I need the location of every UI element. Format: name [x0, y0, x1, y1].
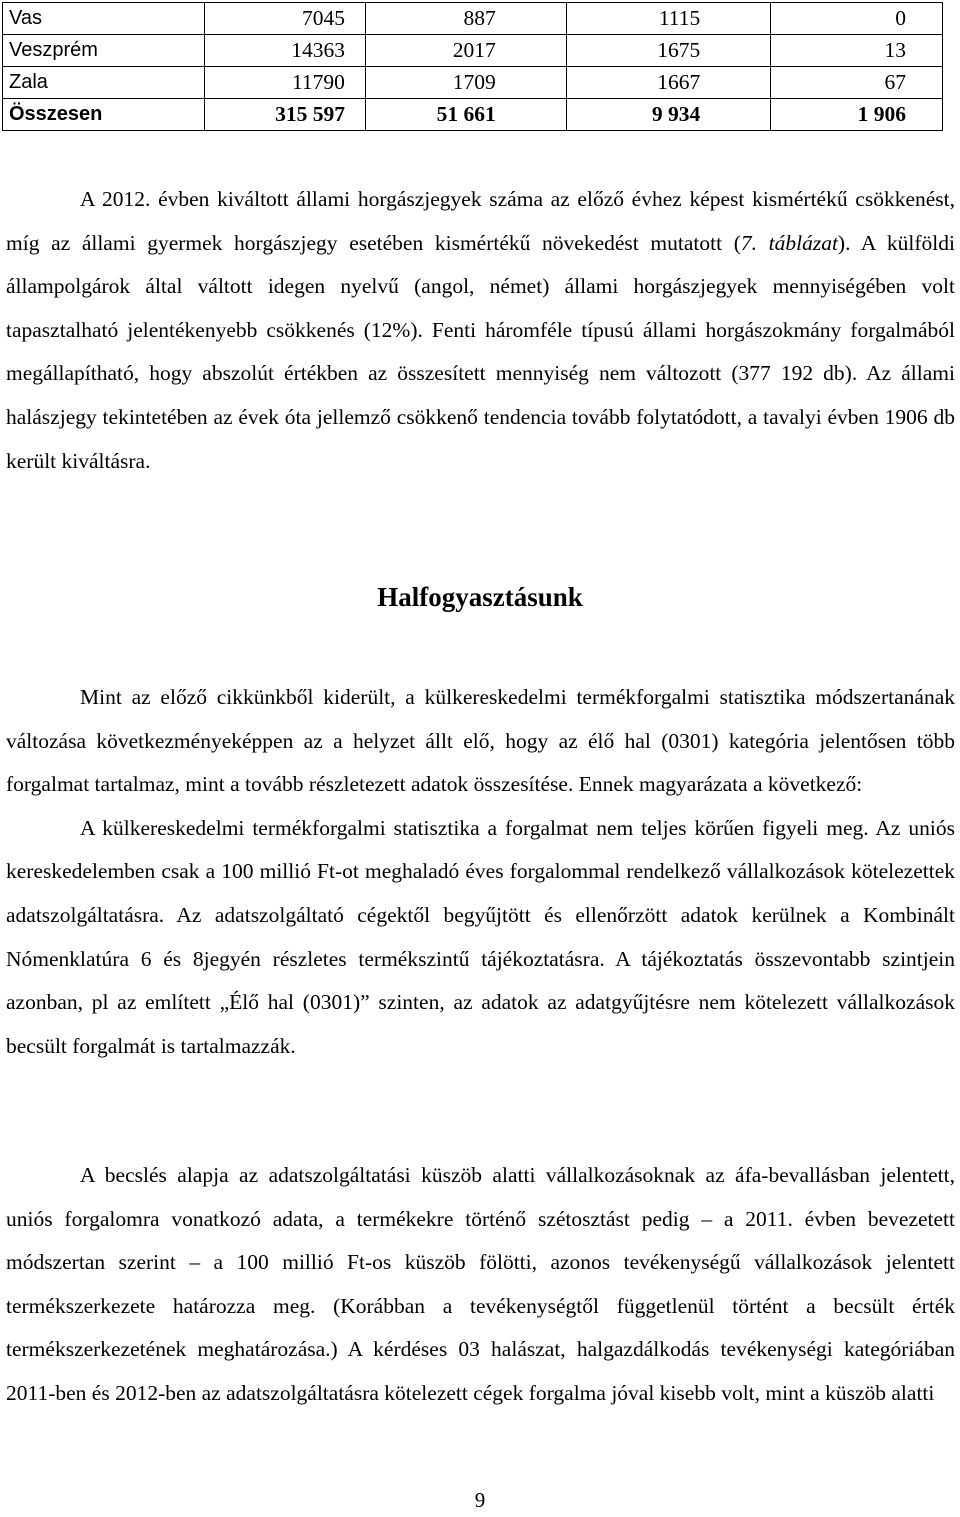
cell-value: 9 934 — [566, 99, 771, 131]
row-label: Vas — [3, 3, 205, 35]
table-body — [3, 3, 943, 131]
cell-value: 13 — [771, 35, 943, 67]
section-heading: Halfogyasztásunk — [377, 582, 583, 612]
cell-value: 1675 — [566, 35, 771, 67]
cell-value: 315 597 — [204, 99, 365, 131]
paragraph-text: A becslés alapja az adatszolgáltatási küszöb alatti vállalkozásoknak az áfa-bevallásban jelentett, uniós forgalomra vonatkozó adata, a termékekre történő szétosztást pedig – a 2011. évben bevezetett módszertan szerint – a 100 millió Ft-os küszöb fölötti, azonos tevékenységű vállalkozások jelentett termékszerkezete határozza meg. (Korábban a tevékenységtől függetlenül történt a becsült érték termékszerkezetének meghatározása.) A kérdéses 03 halászat, halgazdálkodás tevékenységi kategóriában 2011-ben és 2012-ben az adatszolgáltatásra kötelezett cégek forgalma jóval kisebb volt, mint a küszöb alatti — [6, 1163, 955, 1405]
cell-value: 0 — [771, 3, 943, 35]
table-reference: 7. táblázat — [740, 230, 838, 255]
row-label: Veszprém — [3, 35, 205, 67]
row-label: Összesen — [3, 99, 205, 131]
page-number: 9 — [474, 1488, 486, 1512]
paragraph-fish-consumption — [6, 676, 955, 1068]
cell-value: 51 661 — [365, 99, 566, 131]
paragraph-text: A 2012. évben kiváltott állami horgászjegyek száma az előző évhez képest kismértékű csökkenést, míg az állami gyermek horgászjegy esetében kismértékű növekedést mutatott ( — [6, 187, 955, 255]
table-total-row — [3, 99, 943, 131]
cell-value: 1115 — [566, 3, 771, 35]
paragraph-text: A külkereskedelmi termékforgalmi statisztika a forgalmat nem teljes körűen figyeli meg. Az uniós kereskedelemben csak a 100 millió Ft-ot meghaladó éves forgalommal rendelkező vállalkozások kötelezettek adatszolgáltatásra. Az adatszolgáltató cégektől begyűjtött és ellenőrzött adatok kerülnek a Kombinált Nómenklatúra 6 és 8jegyén részletes termékszintű tájékoztatásra. A tájékoztatás összevontabb szintjein azonban, pl az említett „Élő hal (0301)” szinten, az adatok az adatgyűjtésre nem kötelezett vállalkozások becsült forgalmát is tartalmazzák. — [6, 815, 955, 1058]
cell-value: 67 — [771, 67, 943, 99]
cell-value: 1667 — [566, 67, 771, 99]
cell-value: 1709 — [365, 67, 566, 99]
paragraph-text: ). A külföldi állampolgárok által váltott idegen nyelvű (angol, német) állami horgászjegyek mennyiségében volt tapasztalható jelentékenyebb csökkenés (12%). Fenti háromféle típusú állami horgászokmány forgalmából megállapítható, hogy abszolút értékben az összesített mennyiség nem változott (377 192 db). Az állami halászjegy tekintetében az évek óta jellemző csökkenő tendencia tovább folytatódott, a tavalyi évben 1906 db került kiváltásra. — [6, 230, 955, 473]
cell-value: 887 — [365, 3, 566, 35]
paragraph-fishing-tickets — [6, 178, 955, 483]
statistics-table — [2, 2, 943, 131]
table-row — [3, 35, 943, 67]
paragraph-text: Mint az előző cikkünkből kiderült, a külkereskedelmi termékforgalmi statisztika módszertanának változása következményeképpen az a helyzet állt elő, hogy az élő hal (0301) kategória jelentősen több forgalmat tartalmaz, mint a tovább részletezett adatok összesítése. Ennek magyarázata a következő: — [6, 685, 955, 797]
cell-value: 14363 — [204, 35, 365, 67]
cell-value: 2017 — [365, 35, 566, 67]
cell-value: 7045 — [204, 3, 365, 35]
paragraph-estimation — [6, 1154, 955, 1416]
cell-value: 1 906 — [771, 99, 943, 131]
row-label: Zala — [3, 67, 205, 99]
table-row — [3, 67, 943, 99]
cell-value: 11790 — [204, 67, 365, 99]
table-row — [3, 3, 943, 35]
